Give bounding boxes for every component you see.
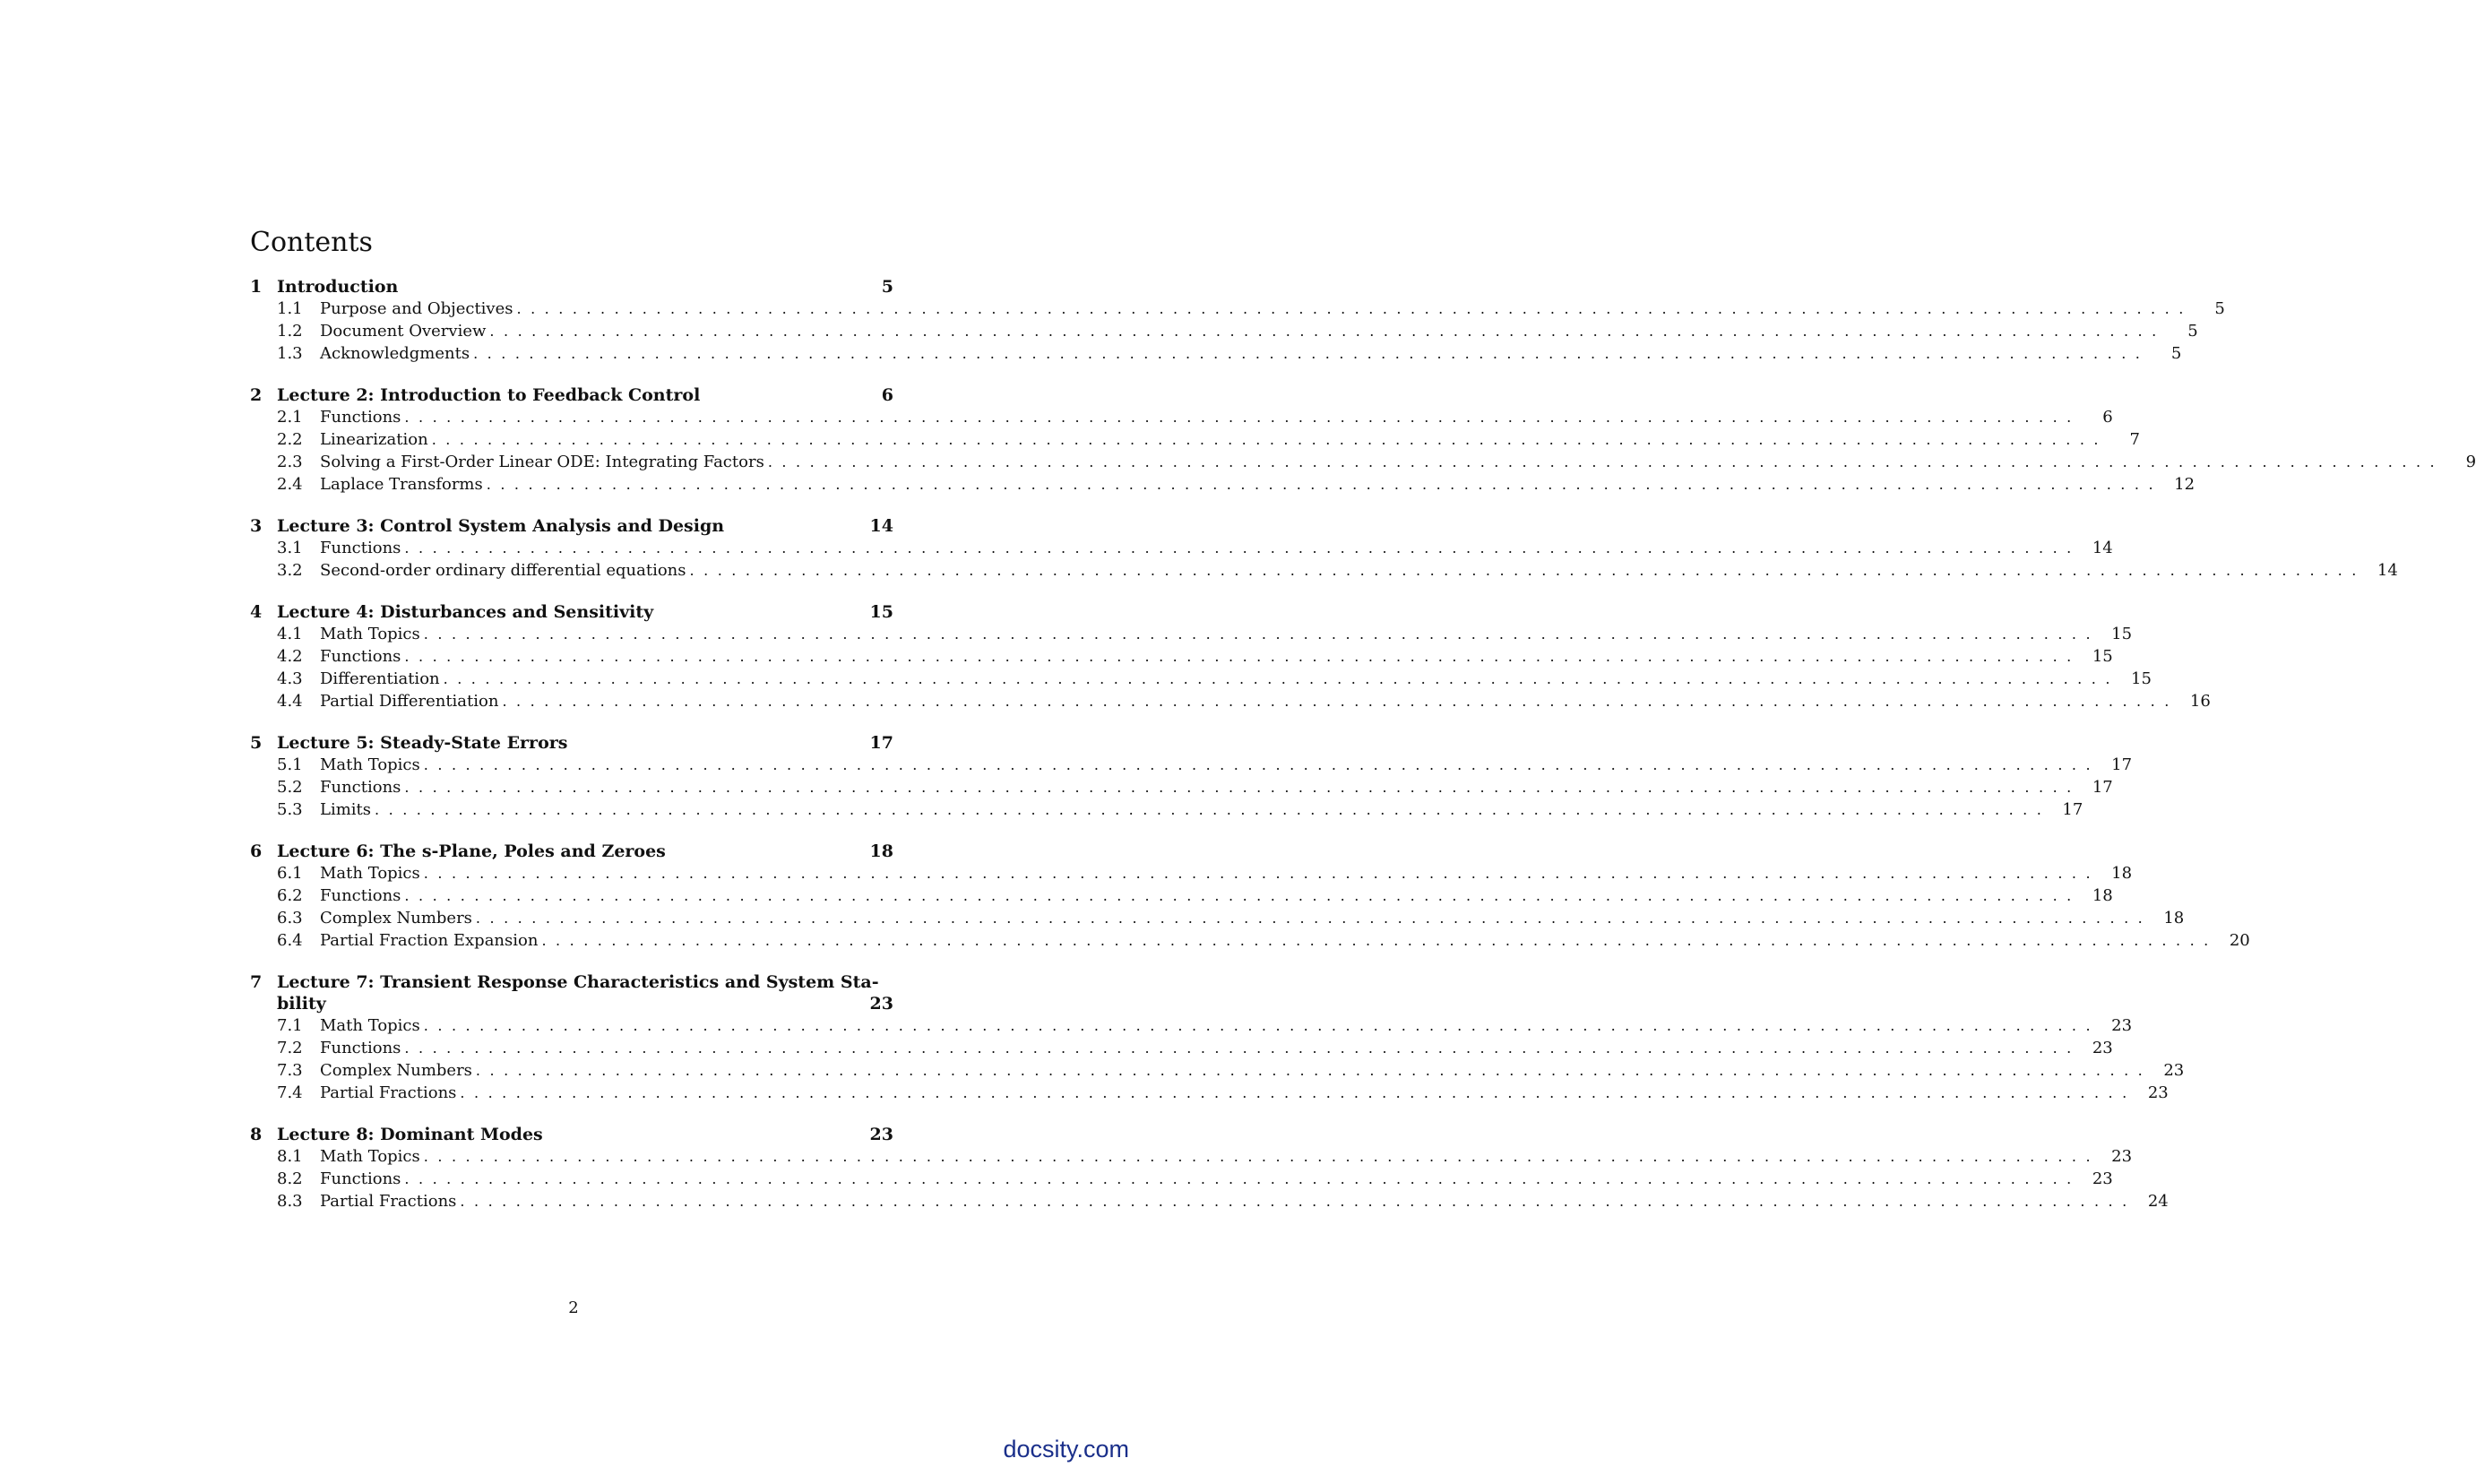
chapter-title: Lecture 2: Introduction to Feedback Control (277, 385, 701, 405)
section-title: Laplace Transforms (320, 475, 483, 494)
toc-section-entry[interactable] (250, 1014, 2133, 1037)
section-page: 7 (2129, 430, 2140, 449)
section-page: 23 (2111, 1147, 2133, 1166)
section-number: 2.3 (277, 453, 303, 471)
section-number: 1.1 (277, 299, 303, 318)
chapter-number: 7 (250, 972, 263, 992)
toc-chapter-entry[interactable] (250, 1124, 893, 1145)
toc-section-entry[interactable] (250, 320, 2198, 342)
chapter-title: Lecture 3: Control System Analysis and Design (277, 516, 725, 536)
section-title: Functions (320, 647, 401, 666)
toc-section-entry[interactable] (250, 645, 2113, 668)
chapter-page: 5 (881, 277, 893, 297)
section-number: 4.3 (277, 669, 303, 688)
section-number: 6.1 (277, 864, 303, 883)
toc-section-entry[interactable] (250, 1082, 2169, 1104)
toc-section-entry[interactable] (250, 929, 2250, 952)
section-page: 17 (2111, 755, 2133, 774)
section-number: 6.3 (277, 909, 303, 928)
chapter-title: Lecture 8: Dominant Modes (277, 1125, 543, 1144)
toc-chapter (250, 971, 2185, 1104)
toc-section-entry[interactable] (250, 451, 2476, 473)
toc-section-entry[interactable] (250, 473, 2196, 496)
section-title: Partial Differentiation (320, 692, 499, 711)
section-number: 7.1 (277, 1016, 303, 1035)
section-title: Functions (320, 539, 401, 557)
toc-chapter-entry[interactable] (250, 515, 893, 537)
section-number: 8.2 (277, 1169, 303, 1188)
toc-section-entry[interactable] (250, 1168, 2113, 1190)
dot-leader: ........................................................................................................................ (489, 323, 2166, 340)
chapter-title: Lecture 6: The s-Plane, Poles and Zeroes (277, 841, 666, 861)
table-of-contents (250, 226, 2476, 1232)
toc-section-entry[interactable] (250, 1190, 2169, 1212)
toc-section-entry[interactable] (250, 754, 2133, 776)
section-number: 3.2 (277, 561, 303, 580)
section-title: Differentiation (320, 669, 440, 688)
section-title: Second-order ordinary differential equations (320, 561, 686, 580)
section-page: 12 (2174, 475, 2196, 494)
toc-chapter (250, 601, 2211, 712)
section-title: Functions (320, 1039, 401, 1057)
section-page: 6 (2102, 408, 2113, 427)
section-page: 23 (2147, 1083, 2169, 1102)
dot-leader: ........................................................................................................................ (404, 1040, 2081, 1057)
section-page: 18 (2163, 909, 2185, 928)
dot-leader: ........................................................................................................................ (423, 626, 2101, 643)
dot-leader: ........................................................................................................................ (767, 453, 2445, 470)
toc-chapter (250, 515, 2398, 582)
chapter-number: 1 (250, 277, 263, 297)
section-page: 14 (2092, 539, 2113, 557)
dot-leader: ........................................................................................................................ (460, 1193, 2136, 1210)
toc-section-entry[interactable] (250, 1037, 2113, 1059)
dot-leader: ........................................................................................................................ (486, 476, 2163, 493)
dot-leader: ........................................................................................................................ (404, 779, 2081, 796)
section-title: Math Topics (320, 1016, 420, 1035)
section-title: Purpose and Objectives (320, 299, 513, 318)
dot-leader: ........................................................................................................................ (423, 865, 2101, 882)
dot-leader: ........................................................................................................................ (404, 409, 2081, 426)
chapter-number: 6 (250, 841, 263, 861)
dot-leader: ........................................................................................................................ (689, 562, 2366, 579)
section-number: 4.1 (277, 625, 303, 643)
section-title: Functions (320, 886, 401, 905)
toc-chapter-entry[interactable] (250, 971, 893, 1014)
toc-section-entry[interactable] (250, 1145, 2133, 1168)
chapter-title-line-2: bility (277, 994, 326, 1014)
dot-leader: ........................................................................................................................ (516, 300, 2193, 317)
dot-leader: ........................................................................................................................ (475, 910, 2152, 927)
section-number: 8.1 (277, 1147, 303, 1166)
toc-section-entry[interactable] (250, 623, 2133, 645)
chapter-title: Lecture 4: Disturbances and Sensitivity (277, 602, 654, 622)
docsity-logo[interactable]: docsity.com (1003, 1436, 1129, 1462)
section-number: 2.2 (277, 430, 303, 449)
section-title: Math Topics (320, 755, 420, 774)
chapter-number: 3 (250, 516, 263, 536)
section-title: Math Topics (320, 625, 420, 643)
section-number: 7.2 (277, 1039, 303, 1057)
section-title: Functions (320, 1169, 401, 1188)
section-number: 2.1 (277, 408, 303, 427)
chapter-page: 23 (869, 994, 893, 1014)
section-number: 6.2 (277, 886, 303, 905)
section-page: 20 (2229, 931, 2250, 950)
chapter-page: 6 (881, 385, 893, 405)
toc-chapter-entry[interactable] (250, 384, 893, 406)
toc-section-entry[interactable] (250, 668, 2152, 690)
section-page: 18 (2111, 864, 2133, 883)
page-title: Contents (250, 227, 373, 258)
toc-chapter (250, 1124, 2169, 1212)
toc-section-entry[interactable] (250, 298, 2225, 320)
section-title: Partial Fractions (320, 1083, 457, 1102)
section-number: 8.3 (277, 1192, 303, 1211)
section-title: Functions (320, 778, 401, 797)
section-number: 5.2 (277, 778, 303, 797)
dot-leader: ........................................................................................................................ (404, 1170, 2081, 1187)
chapter-title: Introduction (277, 277, 399, 297)
dot-leader: ........................................................................................................................ (404, 648, 2081, 665)
section-number: 4.4 (277, 692, 303, 711)
section-title: Linearization (320, 430, 428, 449)
section-page: 23 (2163, 1061, 2185, 1080)
section-page: 24 (2147, 1192, 2169, 1211)
section-title: Partial Fractions (320, 1192, 457, 1211)
section-title: Math Topics (320, 1147, 420, 1166)
section-number: 7.4 (277, 1083, 303, 1102)
chapter-title (277, 971, 893, 1014)
section-title: Complex Numbers (320, 909, 472, 928)
section-number: 2.4 (277, 475, 303, 494)
section-page: 23 (2092, 1039, 2113, 1057)
dot-leader: ........................................................................................................................ (404, 539, 2081, 556)
toc-chapter-entry[interactable] (250, 732, 893, 754)
toc-chapter (250, 276, 2225, 365)
section-page: 5 (2214, 299, 2225, 318)
toc-section-entry[interactable] (250, 776, 2113, 798)
section-title: Solving a First-Order Linear ODE: Integrating Factors (320, 453, 764, 471)
section-page: 15 (2092, 647, 2113, 666)
section-page: 5 (2187, 322, 2198, 341)
dot-leader: ........................................................................................................................ (460, 1084, 2136, 1101)
toc-section-entry[interactable] (250, 862, 2133, 884)
dot-leader: ........................................................................................................................ (423, 1017, 2101, 1034)
section-number: 5.1 (277, 755, 303, 774)
section-page: 17 (2092, 778, 2113, 797)
section-number: 7.3 (277, 1061, 303, 1080)
toc-section-entry[interactable] (250, 1059, 2185, 1082)
section-page: 23 (2092, 1169, 2113, 1188)
toc-section-entry[interactable] (250, 798, 2083, 821)
toc-chapter-entry[interactable] (250, 601, 893, 623)
dot-leader: ........................................................................................................................ (541, 932, 2218, 949)
section-page: 18 (2092, 886, 2113, 905)
section-title: Document Overview (320, 322, 487, 341)
chapter-page: 17 (869, 733, 893, 753)
section-page: 23 (2111, 1016, 2133, 1035)
chapter-number: 2 (250, 385, 263, 405)
toc-section-entry[interactable] (250, 884, 2113, 907)
section-title: Limits (320, 800, 372, 819)
toc-section-entry[interactable] (250, 537, 2113, 559)
dot-leader: ........................................................................................................................ (375, 801, 2051, 818)
dot-leader: ........................................................................................................................ (475, 1062, 2152, 1079)
chapter-page: 23 (869, 1125, 893, 1144)
section-page: 15 (2131, 669, 2152, 688)
toc-section-entry[interactable] (250, 690, 2211, 712)
toc-chapter-entry[interactable] (250, 276, 893, 298)
section-number: 4.2 (277, 647, 303, 666)
section-page: 9 (2465, 453, 2476, 471)
chapter-number: 4 (250, 602, 263, 622)
section-number: 1.3 (277, 344, 303, 363)
toc-section-entry[interactable] (250, 342, 2182, 365)
section-number: 3.1 (277, 539, 303, 557)
section-number: 6.4 (277, 931, 303, 950)
section-title: Acknowledgments (320, 344, 470, 363)
section-number: 1.2 (277, 322, 303, 341)
chapter-title-line-1: Lecture 7: Transient Response Characteristics and System Sta- (277, 972, 879, 992)
dot-leader: ........................................................................................................................ (473, 345, 2150, 362)
chapter-title: Lecture 5: Steady-State Errors (277, 733, 568, 753)
section-page: 16 (2189, 692, 2211, 711)
section-title: Partial Fraction Expansion (320, 931, 539, 950)
chapter-page: 14 (869, 516, 893, 536)
section-page: 14 (2377, 561, 2398, 580)
toc-chapter (250, 732, 2133, 821)
dot-leader: ........................................................................................................................ (431, 431, 2108, 448)
section-page: 17 (2062, 800, 2083, 819)
toc-chapter (250, 841, 2250, 952)
section-number: 5.3 (277, 800, 303, 819)
toc-section-entry[interactable] (250, 907, 2185, 929)
section-page: 15 (2111, 625, 2133, 643)
chapter-number: 8 (250, 1125, 263, 1144)
toc-section-entry[interactable] (250, 428, 2140, 451)
toc-chapter-entry[interactable] (250, 841, 893, 862)
section-title: Math Topics (320, 864, 420, 883)
dot-leader: ........................................................................................................................ (404, 887, 2081, 904)
section-page: 5 (2170, 344, 2182, 363)
dot-leader: ........................................................................................................................ (423, 1148, 2101, 1165)
dot-leader: ........................................................................................................................ (443, 670, 2119, 687)
dot-leader: ........................................................................................................................ (423, 756, 2101, 773)
toc-chapter (250, 384, 2476, 496)
toc-section-entry[interactable] (250, 406, 2113, 428)
toc-section-entry[interactable] (250, 559, 2398, 582)
dot-leader: ........................................................................................................................ (502, 693, 2178, 710)
page-number: 2 (568, 1298, 579, 1317)
section-title: Functions (320, 408, 401, 427)
chapter-page: 15 (869, 602, 893, 622)
chapter-number: 5 (250, 733, 263, 753)
section-title: Complex Numbers (320, 1061, 472, 1080)
chapter-page: 18 (869, 841, 893, 861)
